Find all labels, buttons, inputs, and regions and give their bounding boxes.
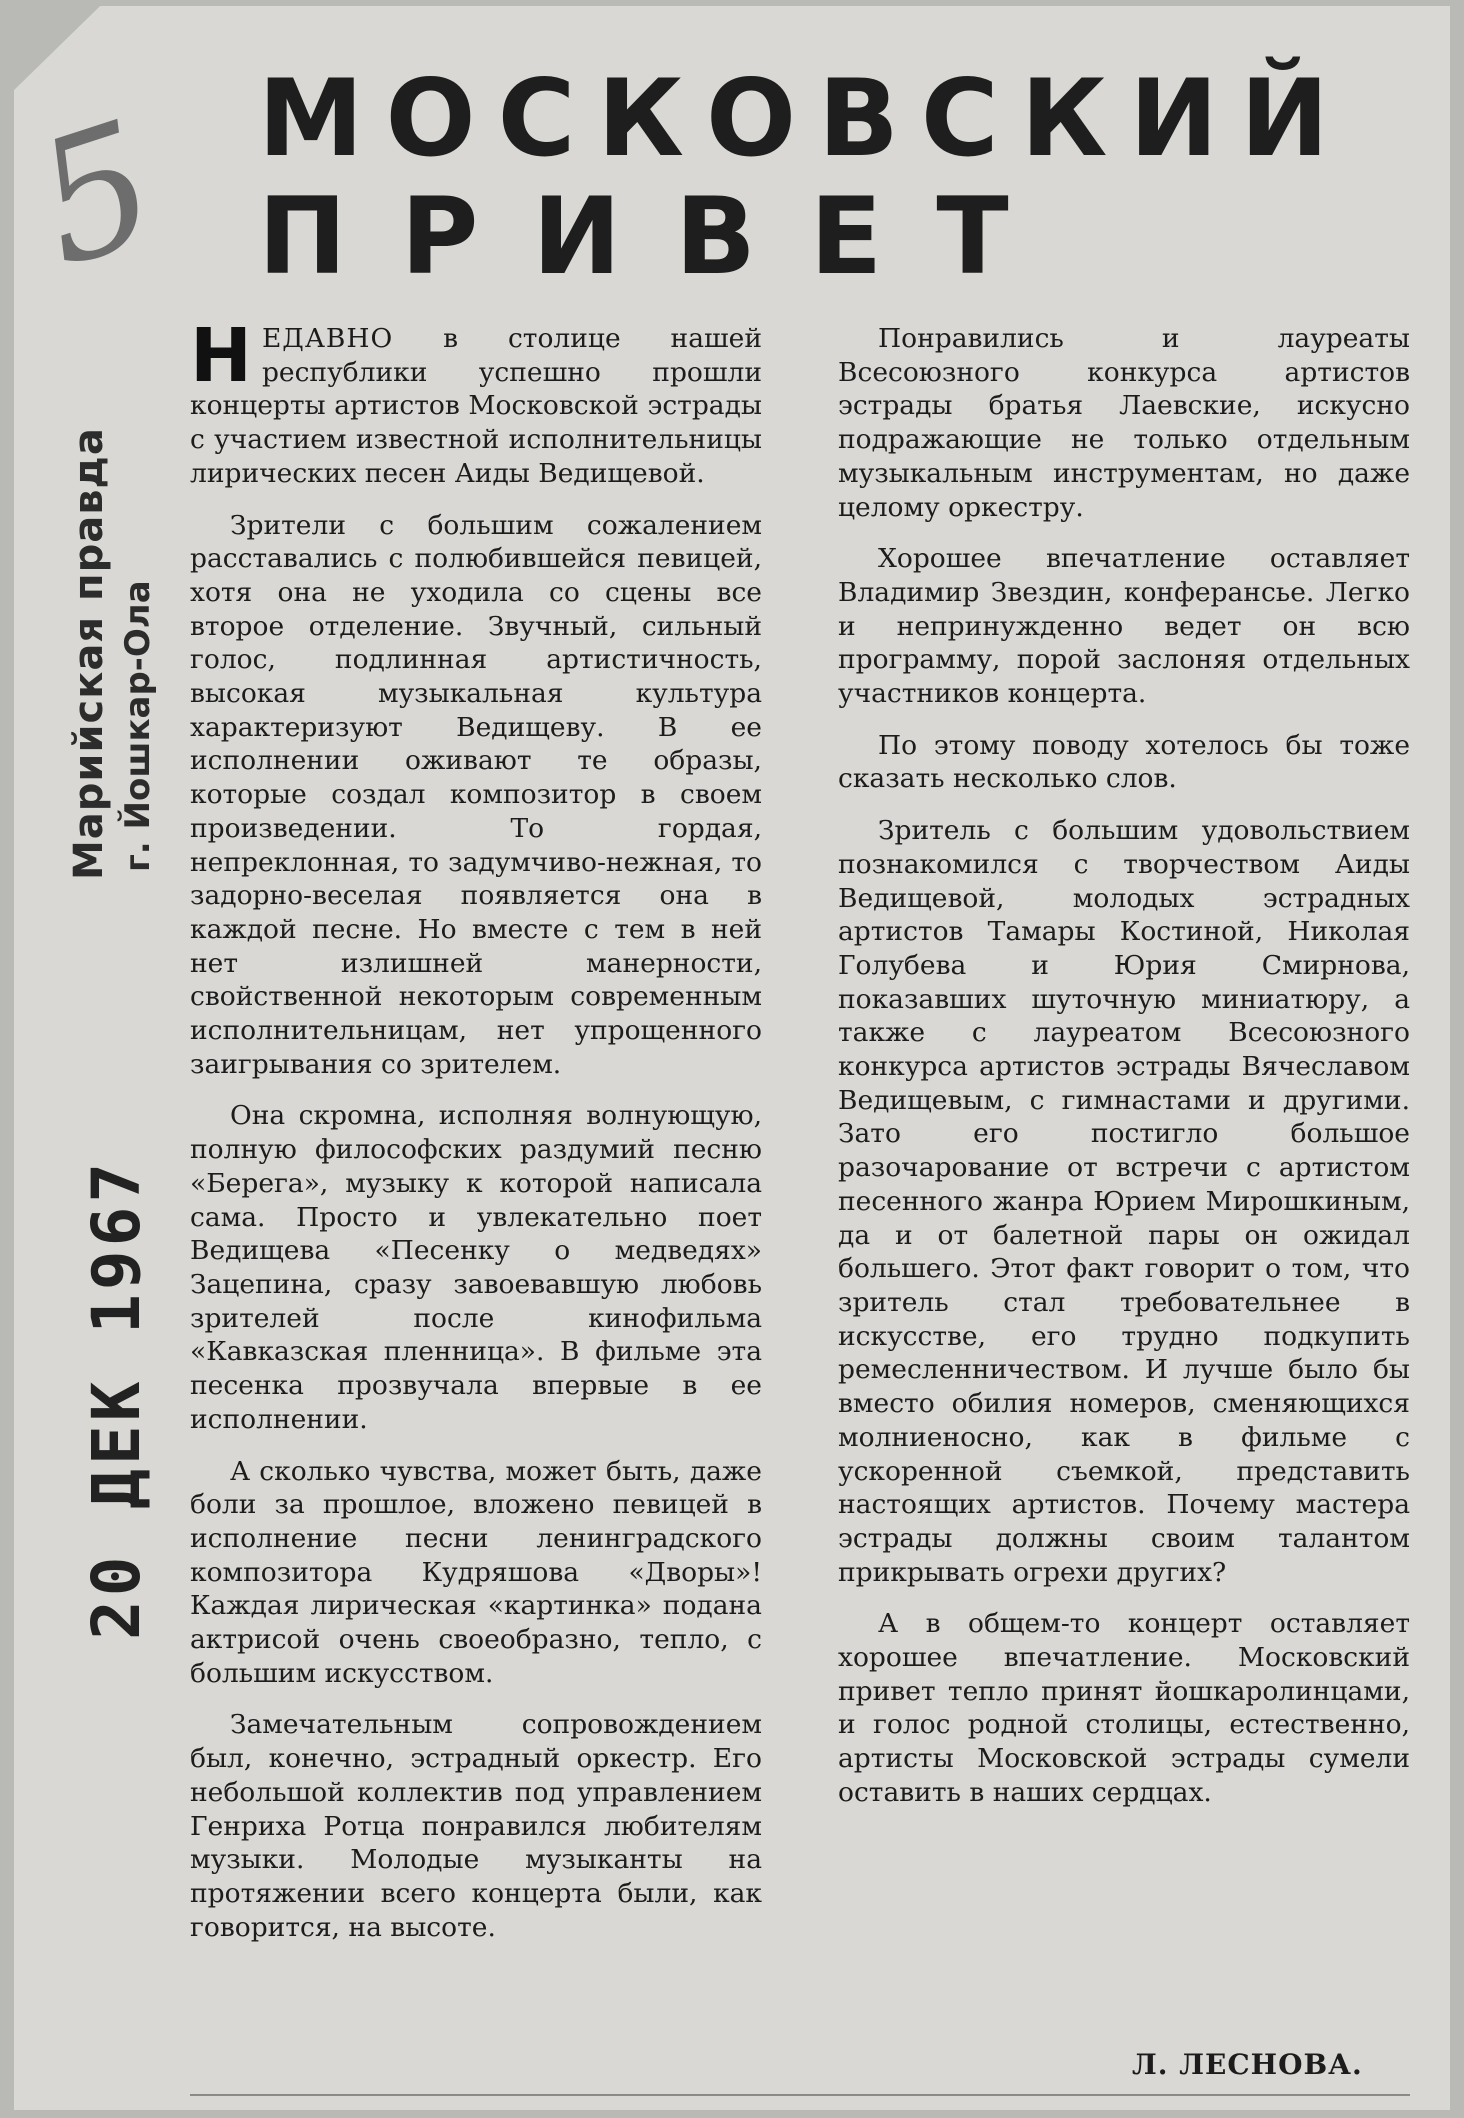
title-line-2: ПРИВЕТ <box>258 175 1063 298</box>
city-stamp: г. Йошкар-Ола <box>118 580 158 872</box>
paragraph-6: Понравились и лауреаты Всесоюзного конкурса артистов эстрады братья Лаевские, искусно подражающие не только отдельным музыкальным инструментам, но даже целому оркестру. <box>838 323 1410 523</box>
paragraph-5: Замечательным сопровождением был, конечно, эстрадный оркестр. Его небольшой коллектив под управлением Генриха Ротца понравился любителям музыки. Молодые музыканты на протяжении всего концерта были, как говорится, на высоте. <box>190 1709 762 1943</box>
handwritten-page-number: 5 <box>14 84 179 306</box>
paragraph-10: А в общем-то концерт оставляет хорошее впечатление. Московский привет тепло принят йошкаролинцами, и голос родной столицы, естественно, артисты Московской эстрады сумели оставить в наших сердцах. <box>838 1608 1410 1808</box>
article-column-left <box>190 313 762 1962</box>
author-signature: Л. ЛЕСНОВА. <box>1132 2048 1363 2081</box>
article-title <box>258 57 1358 298</box>
date-stamp: 20 ДЕК 1967 <box>78 1158 155 1640</box>
newspaper-name-stamp: Марийская правда <box>66 427 112 880</box>
paragraph-3: Она скромна, исполняя волнующую, полную философских раздумий песню «Берега», музыку к которой написала сама. Просто и увлекательно поет Ведищева «Песенку о медведях» Зацепина, сразу завоевавшую любовь зрителей после кинофильма «Кавказская пленница». В фильме эта песенка прозвучала впервые в ее исполнении. <box>190 1100 762 1435</box>
paragraph-9: Зритель с большим удовольствием познакомился с творчеством Аиды Ведищевой, молодых эстрадных артистов Тамары Костиной, Николая Голубева и Юрия Смирнова, показавших шуточную миниатюру, а также с лауреатом Всесоюзного конкурса артистов эстрады Вячеславом Ведищевым, с гимнастами и другими. Зато его постигло большое разочарование от встречи с артистом песенного жанра Юрием Мирошкиным, да и от балетной пары он ожидал большего. Этот факт говорит о том, что зритель стал требовательнее в искусстве, его трудно подкупить ремесленничеством. И лучше было бы вместо обилия номеров, сменяющихся молниеносно, как в фильме с ускоренной съемкой, представить настоящих артистов. Почему мастера эстрады должны своим талантом прикрывать огрехи других? <box>838 815 1410 1588</box>
bottom-divider <box>190 2094 1410 2096</box>
paragraph-1 <box>190 313 762 491</box>
lead-word: ЕДАВНО <box>261 323 394 354</box>
paragraph-8: По этому поводу хотелось бы тоже сказать несколько слов. <box>838 729 1410 795</box>
drop-cap: Н <box>190 313 252 399</box>
paragraph-4: А сколько чувства, может быть, даже боли за прошлое, вложено певицей в исполнение песни ленинградского композитора Кудряшова «Дворы»! Каждая лирическая «картинка» подана актрисой очень своеобразно, тепло, с большим искусством. <box>190 1455 762 1689</box>
article-column-right <box>838 322 1410 1828</box>
paragraph-7: Хорошее впечатление оставляет Владимир Звездин, конферансье. Легко и непринужденно ведет он всю программу, порой заслоняя отдельных участников концерта. <box>838 543 1410 710</box>
paragraph-1-text: в столице нашей республики успешно прошли концерты артистов Московской эстрады с участием известной исполнительницы лирических песен Аиды Ведищевой. <box>190 323 762 489</box>
paragraph-2: Зрители с большим сожалением расставались с полюбившейся певицей, хотя она не уходила со сцены все второе отделение. Звучный, сильный голос, подлинная артистичность, высокая музыкальная культура характеризуют Ведищеву. В ее исполнении оживают те образы, которые создал композитор в своем произведении. То гордая, непреклонная, то задумчиво-нежная, то задорно-веселая появляется она в каждой песне. Но вместе с тем в ней нет излишней манерности, свойственной некоторым современным исполнительницам, нет упрощенного заигрывания со зрителем. <box>190 509 762 1080</box>
title-line-1: МОСКОВСКИЙ <box>258 57 1351 180</box>
